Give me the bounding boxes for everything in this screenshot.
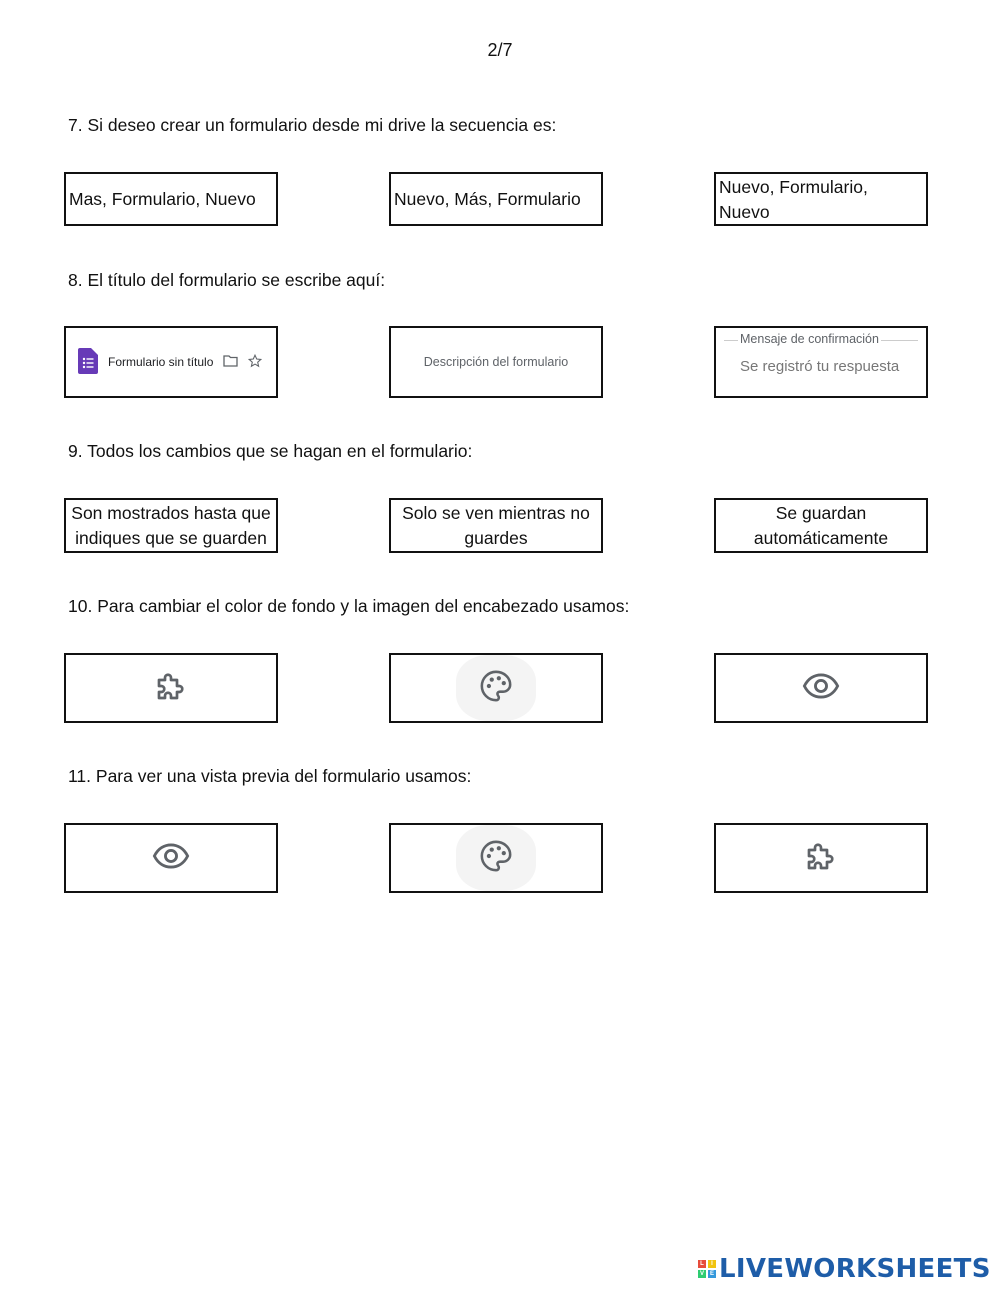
liveworksheets-logo	[698, 1254, 991, 1284]
confirm-field-value: Se registró tu respuesta	[740, 358, 900, 375]
question-11: 11. Para ver una vista previa del formulario usamos:	[68, 766, 472, 786]
confirm-field-label: Mensaje de confirmación	[740, 332, 879, 346]
logo-block-e: E	[709, 1271, 714, 1277]
page-number: 2/7	[487, 40, 513, 60]
q7-option-2[interactable]	[389, 172, 603, 226]
q9-option-3[interactable]	[714, 498, 928, 553]
q9-option-1-line-2: indiques que se guarden	[75, 527, 267, 548]
star-icon	[248, 354, 262, 371]
q9-option-1[interactable]	[64, 498, 278, 553]
q8-option-2[interactable]	[389, 326, 603, 398]
folder-icon	[223, 355, 238, 370]
palette-icon	[479, 839, 513, 878]
q11-option-1[interactable]	[64, 823, 278, 893]
q7-option-1-label: Mas, Formulario, Nuevo	[69, 188, 256, 209]
q9-option-3-line-1: Se guardan	[775, 502, 867, 523]
google-forms-icon	[78, 348, 98, 377]
q8-option-3[interactable]	[714, 326, 928, 398]
q7-option-3[interactable]	[714, 172, 928, 226]
question-9: 9. Todos los cambios que se hagan en el formulario:	[68, 441, 473, 461]
q11-option-3[interactable]	[714, 823, 928, 893]
form-title-text: Formulario sin título	[108, 355, 214, 369]
q11-option-2[interactable]	[389, 823, 603, 893]
logo-block-i: I	[708, 1260, 716, 1268]
q7-option-1[interactable]	[64, 172, 278, 226]
logo-block-l: L	[698, 1260, 706, 1268]
q10-option-1[interactable]	[64, 653, 278, 723]
palette-button-bg	[456, 655, 536, 721]
palette-icon	[479, 669, 513, 708]
puzzle-icon	[803, 838, 839, 879]
question-10: 10. Para cambiar el color de fondo y la imagen del encabezado usamos:	[68, 596, 630, 616]
q9-option-2[interactable]	[389, 498, 603, 553]
q9-option-2-line-1: Solo se ven mientras no	[402, 502, 590, 523]
q7-option-3-line-1: Nuevo, Formulario,	[719, 177, 868, 197]
question-8: 8. El título del formulario se escribe aquí:	[68, 270, 386, 290]
q7-option-2-label: Nuevo, Más, Formulario	[394, 188, 581, 209]
palette-button-bg	[456, 825, 536, 891]
q8-option-1[interactable]	[64, 326, 278, 398]
q9-option-2-line-2: guardes	[464, 527, 528, 548]
q10-option-3[interactable]	[714, 653, 928, 723]
q10-option-2[interactable]	[389, 653, 603, 723]
eye-icon	[802, 667, 840, 710]
puzzle-icon	[153, 668, 189, 709]
question-7: 7. Si deseo crear un formulario desde mi drive la secuencia es:	[68, 115, 557, 135]
logo-text: LIVEWORKSHEETS	[719, 1254, 991, 1284]
q9-option-3-line-2: automáticamente	[753, 527, 889, 548]
eye-icon	[152, 837, 190, 880]
logo-blocks	[698, 1260, 716, 1278]
form-description-text: Descripción del formulario	[423, 355, 569, 369]
logo-block-v: V	[699, 1271, 704, 1277]
q9-option-1-line-1: Son mostrados hasta que	[71, 502, 271, 523]
q7-option-3-line-2: Nuevo	[719, 202, 770, 222]
